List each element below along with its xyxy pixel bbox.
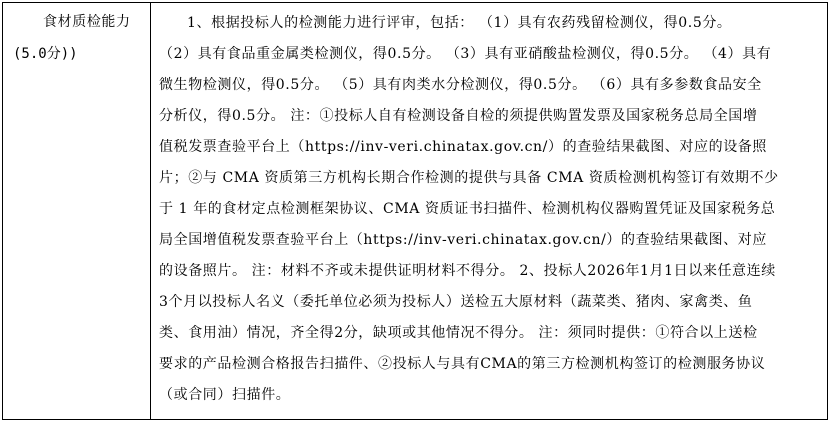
criterion-name: 食材质检能力 — [43, 14, 131, 30]
description-cell — [151, 3, 827, 419]
description-line: 于 1 年的食材定点检测框架协议、CMA 资质证书扫描件、检测机构仪器购置凭证及国家税务总 — [159, 201, 776, 217]
description-line: 分析仪，得0.5分。 注：①投标人自有检测设备自检的须提供购置发票及国家税务总局全国增 — [159, 108, 758, 124]
description-line: 要求的产品检测合格报告扫描件、②投标人与具有CMA的第三方检测机构签订的检测服务协议 — [159, 356, 766, 372]
description-line: 类、食用油）情况，齐全得2分，缺项或其他情况不得分。 注：须同时提供：①符合以上送检 — [159, 325, 758, 341]
scoring-table — [2, 2, 828, 420]
description-line: （或合同）扫描件。 — [159, 387, 291, 403]
description-line: 3个月以投标人名义（委托单位必须为投标人）送检五大原材料（蔬菜类、猪肉、家禽类、鱼 — [159, 294, 753, 310]
description-line: 片；②与 CMA 资质第三方机构长期合作检测的提供与具备 CMA 资质检测机构签订有效期不少 — [159, 170, 779, 186]
description-line: 的设备照片。 注：材料不齐或未提供证明材料不得分。 2、投标人2026年1月1日以来任意连续 — [159, 263, 776, 279]
description-line: 局全国增值税发票查验平台上（https://inv-veri.chinatax.gov.cn/）的查验结果截图、对应 — [159, 232, 767, 248]
criterion-cell — [3, 3, 150, 419]
criterion-score: (5.0分)) — [13, 46, 78, 62]
description-line: 值税发票查验平台上（https://inv-veri.chinatax.gov.cn/）的查验结果截图、对应的设备照 — [159, 139, 767, 155]
description-line: （2）具有食品重金属类检测仪，得0.5分。 （3）具有亚硝酸盐检测仪，得0.5分。 （4）具有 — [159, 46, 772, 62]
description-line: 1、根据投标人的检测能力进行评审，包括： （1）具有农药残留检测仪，得0.5分。 — [187, 15, 732, 31]
description-line: 微生物检测仪，得0.5分。 （5）具有肉类水分检测仪，得0.5分。 （6）具有多参数食品安全 — [159, 77, 762, 93]
